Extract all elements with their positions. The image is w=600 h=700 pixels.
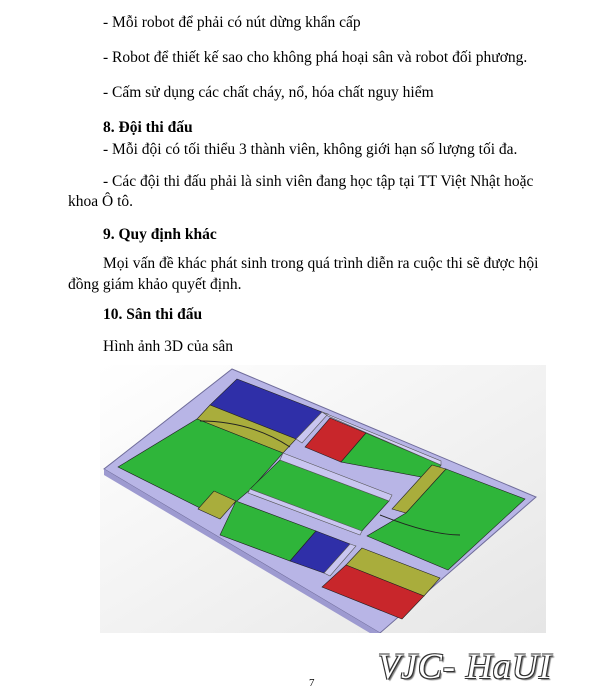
page-number: 7 bbox=[309, 677, 315, 689]
section-10-title: 10. Sân thi đấu bbox=[103, 306, 203, 323]
figure-caption: Hình ảnh 3D của sân bbox=[103, 338, 233, 355]
safety-rule-3: - Cấm sử dụng các chất cháy, nổ, hóa chất nguy hiểm bbox=[103, 84, 434, 101]
section-8-paragraph-2-line-1: - Các đội thi đấu phải là sinh viên đang học tập tại TT Việt Nhật hoặc bbox=[103, 173, 534, 190]
safety-rule-1: - Mỗi robot để phải có nút dừng khẩn cấp bbox=[103, 14, 361, 31]
section-9-title: 9. Quy định khác bbox=[103, 226, 217, 243]
section-9-paragraph-line-2: đồng giám khảo quyết định. bbox=[68, 276, 242, 293]
safety-rule-2: - Robot để thiết kế sao cho không phá hoại sân và robot đối phương. bbox=[103, 49, 528, 66]
section-8-paragraph-2-line-2: khoa Ô tô. bbox=[68, 193, 134, 210]
section-8-title: 8. Đội thi đấu bbox=[103, 119, 193, 136]
section-9-paragraph-line-1: Mọi vấn đề khác phát sinh trong quá trình diễn ra cuộc thi sẽ được hội bbox=[103, 255, 539, 272]
section-8-paragraph-1: - Mỗi đội có tối thiểu 3 thành viên, không giới hạn số lượng tối đa. bbox=[103, 141, 518, 158]
watermark: VJC- HaUI bbox=[378, 646, 552, 686]
field-3d-render bbox=[100, 365, 546, 633]
